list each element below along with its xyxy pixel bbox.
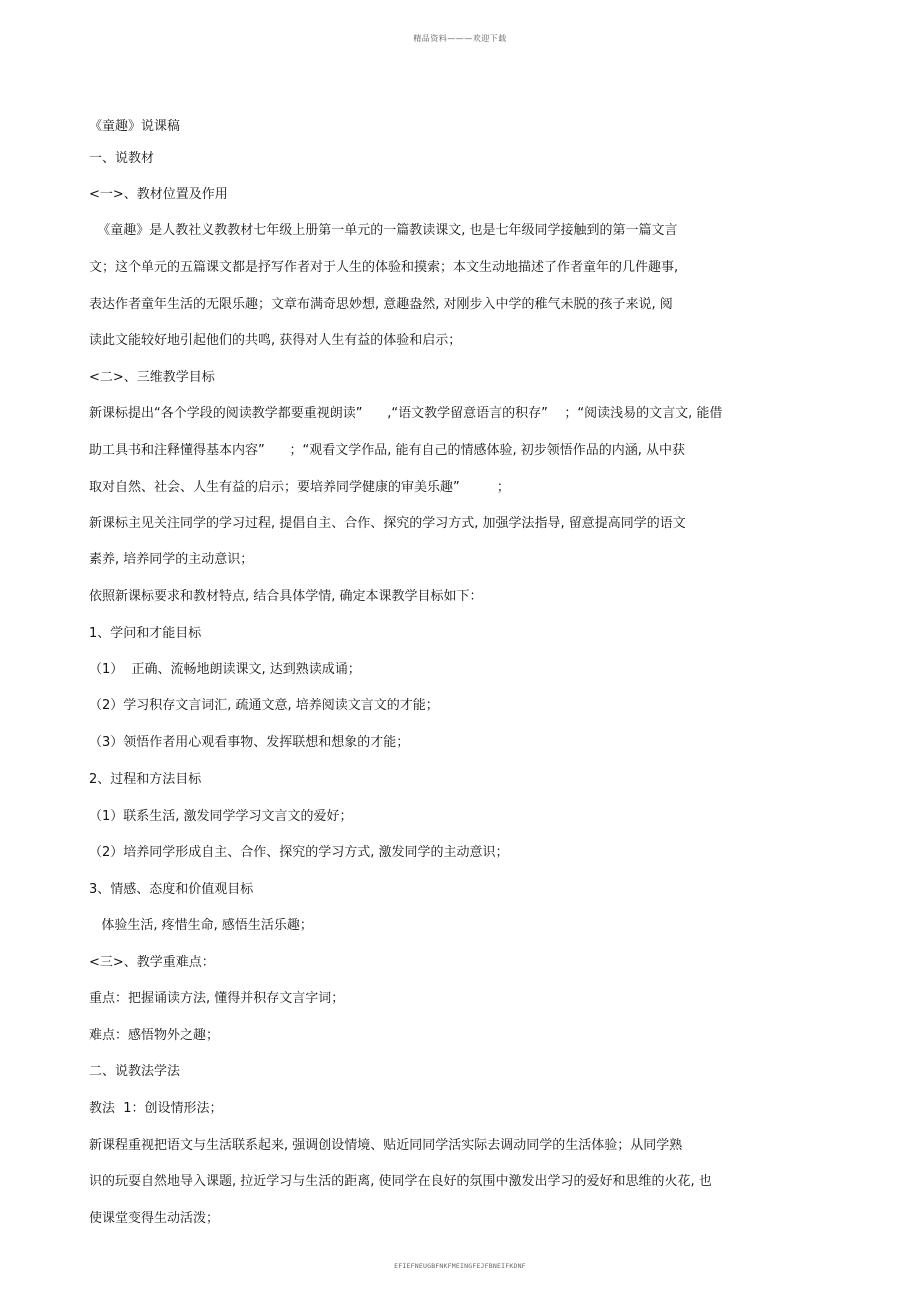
list-item: （1）联系生活, 激发同学学习文言文的爱好；: [89, 809, 353, 824]
paragraph-line: 体验生活, 疼惜生命, 感悟生活乐趣；: [89, 918, 313, 933]
paragraph-line: 依照新课标要求和教材特点, 结合具体学情, 确定本课教学目标如下：: [89, 589, 483, 604]
page-header: 精品资料———欢迎下载: [413, 34, 507, 43]
subsection-heading: <三>、教学重难点：: [89, 955, 215, 970]
paragraph-line: 新课程重视把语文与生活联系起来, 强调创设情境、贴近同同学活实际去调动同学的生活体验；从同学熟: [89, 1138, 683, 1153]
goal-heading: 2、过程和方法目标: [89, 772, 202, 787]
paragraph-line: 助工具书和注释懂得基本内容” ；“观看文学作品, 能有自己的情感体验, 初步领悟作品的内涵, 从中获: [89, 443, 686, 458]
doc-title: 《童趣》说课稿: [89, 119, 181, 134]
list-item: （1） 正确、流畅地朗读课文, 达到熟读成诵；: [89, 662, 361, 677]
paragraph-line: 《童趣》是人教社义教教材七年级上册第一单元的一篇教读课文, 也是七年级同学接触到的第一篇文言: [89, 223, 678, 238]
list-item: （2）学习积存文言词汇, 疏通文意, 培养阅读文言文的才能；: [89, 698, 439, 713]
list-item: （3）领悟作者用心观看事物、发挥联想和想象的才能；: [89, 735, 410, 750]
paragraph-line: 素养, 培养同学的主动意识；: [89, 552, 254, 567]
paragraph-line: 重点：把握诵读方法, 懂得并积存文言字词；: [89, 991, 345, 1006]
goal-heading: 3、情感、态度和价值观目标: [89, 882, 254, 897]
subsection-heading: <一>、教材位置及作用: [89, 187, 228, 202]
paragraph-line: 教法 1：创设情形法；: [89, 1101, 223, 1116]
paragraph-line: 文；这个单元的五篇课文都是抒写作者对于人生的体验和摸索；本文生动地描述了作者童年的几件趣事,: [89, 260, 679, 275]
list-item: （2）培养同学形成自主、合作、探究的学习方式, 激发同学的主动意识；: [89, 845, 509, 860]
paragraph-line: 难点：感悟物外之趣；: [89, 1028, 220, 1043]
paragraph-line: 表达作者童年生活的无限乐趣；文章布满奇思妙想, 意趣盎然, 对刚步入中学的稚气未脱的孩子来说, 阅: [89, 297, 673, 312]
paragraph-line: 新课标主见关注同学的学习过程, 提倡自主、合作、探究的学习方式, 加强学法指导, 留意提高同学的语文: [89, 516, 686, 531]
section-heading: 二、说教法学法: [89, 1064, 181, 1079]
paragraph-line: 使课堂变得生动活泼；: [89, 1211, 220, 1226]
section-heading: 一、说教材: [89, 151, 155, 166]
goal-heading: 1、学问和才能目标: [89, 626, 202, 641]
subsection-heading: <二>、三维教学目标: [89, 370, 215, 385]
page-footer: EFIEFNEUGBFNKFMEINGFEJFBNEIFKDNF: [394, 1262, 526, 1270]
paragraph-line: 新课标提出“各个学段的阅读教学都要重视朗读” ,“语文教学留意语言的积存” ；“阅读浅易的文言文, 能借: [89, 406, 723, 421]
paragraph-line: 读此文能较好地引起他们的共鸣, 获得对人生有益的体验和启示；: [89, 333, 462, 348]
paragraph-line: 取对自然、社会、人生有益的启示；要培养同学健康的审美乐趣” ；: [89, 480, 510, 495]
paragraph-line: 识的玩耍自然地导入课题, 拉近学习与生活的距离, 使同学在良好的氛围中激发出学习的爱好和思维的火花, 也: [89, 1174, 712, 1189]
